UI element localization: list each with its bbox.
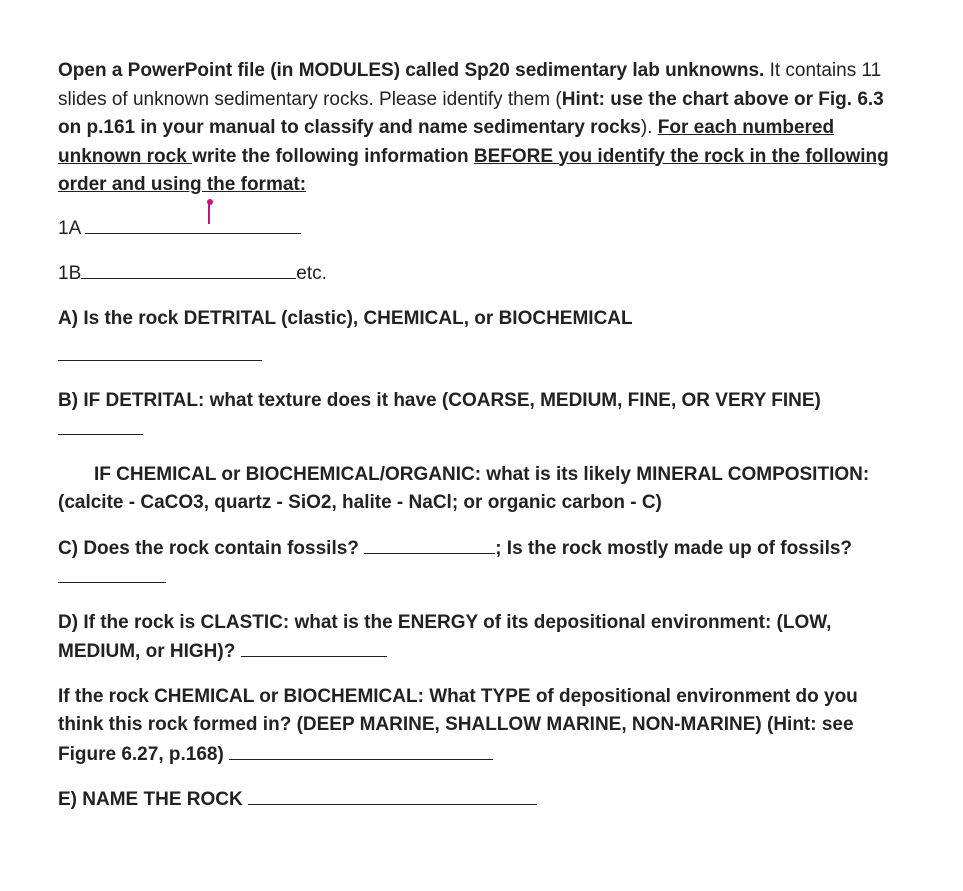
answer-blank-a[interactable] [58,341,262,361]
intro-bold-instruction: write the following information [192,145,474,167]
answer-blank-1b[interactable] [81,259,296,279]
question-a-answer-line [58,341,903,371]
answer-label-1b: 1B [58,263,82,284]
answer-blank-d-chemical[interactable] [229,740,493,760]
intro-bold-title: Open a PowerPoint file (in MODULES) called Sp20 sedimentary lab unknowns. [58,60,765,81]
question-d: D) If the rock is CLASTIC: what is the ENERGY of its depositional environment: (LOW, MEDIUM, or HIGH)? [58,611,832,662]
question-e: E) NAME THE ROCK [58,785,903,815]
question-b-chemical: IF CHEMICAL or BIOCHEMICAL/ORGANIC: what is its likely MINERAL COMPOSITION: (calcite - CaCO3, quartz - SiO2, halite - NaCl; or organic carbon - C) [58,463,870,513]
answer-blank-b[interactable] [58,415,143,435]
intro-hint: Hint: use the chart above or Fig. 6.3 on p.161 in your manual to classify and name sedimentary rocks [58,88,884,138]
question-d-chemical: If the rock CHEMICAL or BIOCHEMICAL: What TYPE of depositional environment do you think this rock formed in? (DEEP MARINE, SHALLOW MARINE, NON-MARINE) (Hint: see Figure 6.27, p.168) [58,685,858,765]
answer-etc: etc. [296,263,327,284]
text-cursor [208,202,210,224]
intro-underline-1: For each numbered unknown rock [58,117,835,167]
intro-paragraph [58,57,903,200]
question-c: C) Does the rock contain fossils? ; Is the rock mostly made up of fossils? [58,534,903,593]
answer-blank-e[interactable] [248,785,537,805]
answer-blank-1a[interactable] [85,214,301,234]
intro-text-close: ). [640,117,658,138]
answer-line-1b [58,259,903,289]
document-body [58,57,903,815]
answer-blank-c-fossils[interactable] [364,534,495,554]
intro-text: It contains 11 slides of unknown sedimentary rocks. Please identify them ( [58,60,882,110]
question-a: A) Is the rock DETRITAL (clastic), CHEMICAL, or BIOCHEMICAL [58,307,633,329]
answer-label-1a: 1A [58,217,81,239]
intro-underline-2: BEFORE you identify the rock in the following order and using the format: [58,145,889,195]
answer-line-1a [58,214,903,244]
answer-blank-d[interactable] [241,637,387,657]
question-b: B) IF DETRITAL: what texture does it have (COARSE, MEDIUM, FINE, OR VERY FINE) [58,387,903,445]
answer-blank-c-mostly[interactable] [58,563,166,583]
